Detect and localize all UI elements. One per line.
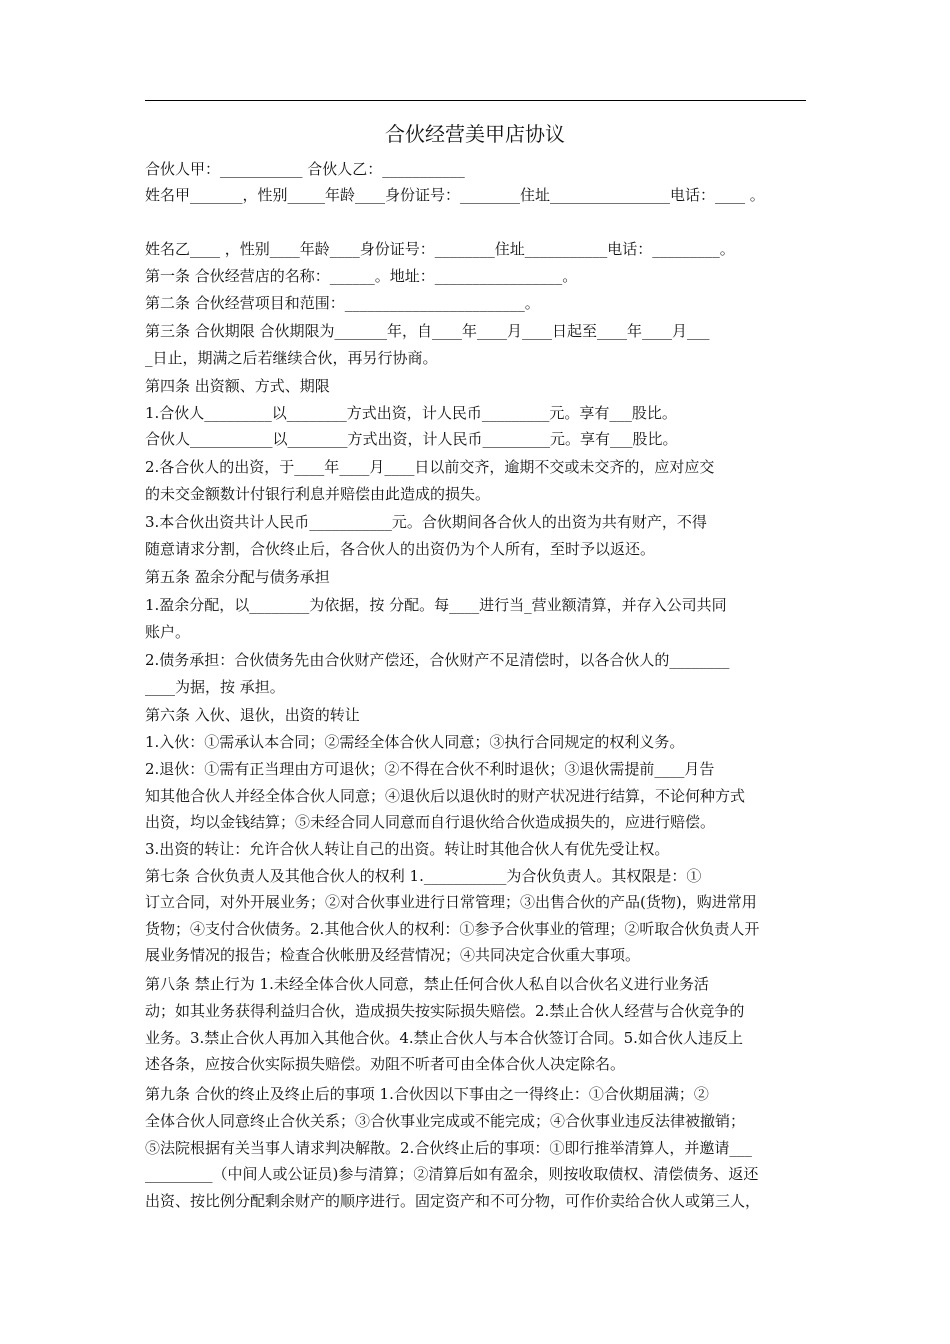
body-line: 第四条 出资额、方式、期限 [145, 377, 330, 395]
body-line: 知其他合伙人并经全体合伙人同意；④退伙后以退伙时的财产状况进行结算，不论何种方式 [145, 787, 746, 805]
body-line: ____为据，按 承担。 [145, 678, 285, 696]
body-line: 合伙人___________以________方式出资，计人民币_________元。享有___股比。 [145, 430, 678, 448]
body-line: 订立合同，对外开展业务；②对合伙事业进行日常管理；③出售合伙的产品(货物)，购进常用 [145, 893, 757, 911]
body-line: 3.出资的转让：允许合伙人转让自己的出资。转让时其他合伙人有优先受让权。 [145, 840, 670, 858]
body-line: 第八条 禁止行为 1.未经全体合伙人同意，禁止任何合伙人私自以合伙名义进行业务活 [145, 975, 709, 993]
body-line: _日止，期满之后若继续合伙，再另行协商。 [145, 349, 438, 367]
body-line: 2.退伙：①需有正当理由方可退伙；②不得在合伙不利时退伙；③退伙需提前____月告 [145, 760, 715, 778]
body-line: 第九条 合伙的终止及终止后的事项 1.合伙因以下事由之一得终止：①合伙期届满；② [145, 1085, 709, 1103]
body-line: 货物；④支付合伙债务。2.其他合伙人的权利：①参予合伙事业的管理；②听取合伙负责人开 [145, 920, 760, 938]
body-line: 全体合伙人同意终止合伙关系；③合伙事业完成或不能完成；④合伙事业违反法律被撤销； [145, 1112, 746, 1130]
body-line: 第六条 入伙、退伙，出资的转让 [145, 706, 360, 724]
body-line: 2.各合伙人的出资，于____年____月____日以前交齐，逾期不交或未交齐的，应对应交 [145, 458, 715, 476]
body-line: 第三条 合伙期限 合伙期限为_______年，自____年____月____日起至____年____月___ [145, 322, 710, 340]
body-line: 出资，均以金钱结算；⑤未经合同人同意而自行退伙给合伙造成损失的，应进行赔偿。 [145, 813, 716, 831]
body-line: 动；如其业务获得利益归合伙，造成损失按实际损失赔偿。2.禁止合伙人经营与合伙竞争的 [145, 1002, 745, 1020]
body-line: 2.债务承担：合伙债务先由合伙财产偿还，合伙财产不足清偿时，以各合伙人的________ [145, 651, 730, 669]
body-line: 账户。 [145, 623, 191, 641]
body-line: 业务。3.禁止合伙人再加入其他合伙。4.禁止合伙人与本合伙签订合同。5.如合伙人违反上 [145, 1029, 743, 1047]
body-line: _________（中间人或公证员)参与清算；②清算后如有盈余，则按收取债权、清偿债务、返还 [145, 1165, 759, 1183]
body-line: 第二条 合伙经营项目和范围：________________________。 [145, 294, 540, 312]
body-line: 第五条 盈余分配与债务承担 [145, 568, 330, 586]
body-line: 1.合伙人_________以________方式出资，计人民币_________元。享有___股比。 [145, 404, 677, 422]
header-rule [145, 100, 806, 101]
body-line: 1.盈余分配，以________为依据，按 分配。每____进行当_营业额清算，并存入公司共同 [145, 596, 727, 614]
body-line: 合伙人甲：___________ 合伙人乙：___________ [145, 160, 465, 178]
body-line: 3.本合伙出资共计人民币___________元。合伙期间各合伙人的出资为共有财产，不得 [145, 513, 707, 531]
body-line: ⑤法院根据有关当事人请求判决解散。2.合伙终止后的事项：①即行推举清算人，并邀请___ [145, 1139, 752, 1157]
body-line: 展业务情况的报告；检查合伙帐册及经营情况；④共同决定合伙重大事项。 [145, 946, 641, 964]
body-line: 随意请求分割，合伙终止后，各合伙人的出资仍为个人所有，至时予以返还。 [145, 540, 656, 558]
body-line: 姓名甲_______，性别_____年龄____身份证号：________住址________________电话：____ 。 [145, 186, 765, 204]
body-line: 姓名乙____ ，性别____年龄____身份证号：________住址___________电话：_________。 [145, 240, 735, 258]
body-line: 第一条 合伙经营店的名称：______。地址：_________________。 [145, 267, 578, 285]
body-line: 1.入伙：①需承认本合同；②需经全体合伙人同意；③执行合同规定的权利义务。 [145, 733, 685, 751]
body-line: 第七条 合伙负责人及其他合伙人的权利 1.___________为合伙负责人。其权限是：① [145, 867, 702, 885]
body-line: 出资、按比例分配剩余财产的顺序进行。固定资产和不可分物，可作价卖给合伙人或第三人， [145, 1192, 761, 1210]
body-line: 的未交金额数计付银行利息并赔偿由此造成的损失。 [145, 485, 491, 503]
document-title: 合伙经营美甲店协议 [385, 122, 565, 146]
body-line: 述各条，应按合伙实际损失赔偿。劝阻不听者可由全体合伙人决定除名。 [145, 1055, 626, 1073]
